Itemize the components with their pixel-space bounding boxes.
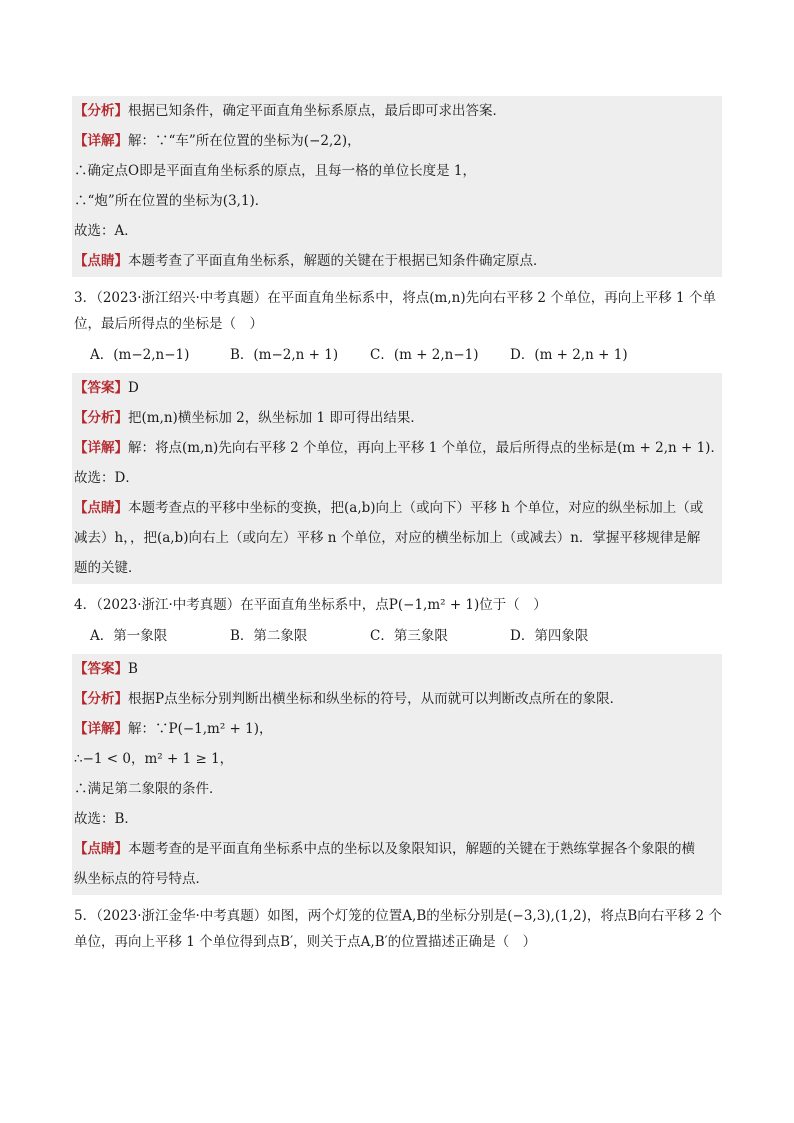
question-stem: 5．（2023·浙江金华·中考真题）如图，两个灯笼的位置A,B的坐标分别是(−3,3),(1,2)，将点B向右平移 2 个 [74, 908, 722, 924]
option-c: C．(m + 2,n−1) [370, 347, 479, 363]
comment-line: 【点睛】本题考查的是平面直角坐标系中点的坐标以及象限知识，解题的关键在于熟练掌握各个象限的横 [74, 841, 695, 857]
comment-line: 【点睛】本题考查点的平移中坐标的变换，把(a,b)向上（或向下）平移 h 个单位，对应的纵坐标加上（或 [74, 500, 704, 516]
answer-line: 【答案】B [74, 661, 138, 677]
question-stem: 单位，再向上平移 1 个单位得到点B′，则关于点A,B′的位置描述正确是（ ） [74, 934, 537, 950]
answer-line: 【答案】D [74, 380, 139, 396]
detail-line: 【详解】解：∵P(−1,m² + 1)， [74, 721, 273, 737]
detail-line: 【详解】解：将点(m,n)先向右平移 2 个单位，再向上平移 1 个单位，最后所得点的坐标是(m + 2,n + 1)． [74, 440, 724, 456]
option-b: B．第二象限 [230, 628, 308, 644]
option-a: A．(m−2,n−1) [90, 347, 190, 363]
analysis-line: 【分析】根据P点坐标分别判断出横坐标和纵坐标的符号，从而就可以判断改点所在的象限． [74, 691, 624, 707]
question-stem: 4．（2023·浙江·中考真题）在平面直角坐标系中，点P(−1,m² + 1)位于（ ） [74, 597, 547, 613]
step-line: ∴“炮”所在位置的坐标为(3,1)． [74, 193, 269, 209]
comment-line: 题的关键． [74, 560, 142, 576]
choice-line: 故选：A． [74, 223, 138, 239]
option-a: A．第一象限 [90, 628, 168, 644]
step-line: ∴确定点O即是平面直角坐标系的原点，且每一格的单位长度是 1， [74, 163, 476, 179]
comment-line: 纵坐标点的符号特点． [74, 871, 209, 887]
options-q3 [72, 342, 722, 373]
choice-line: 故选：D． [74, 470, 139, 486]
question-4 [72, 584, 722, 623]
analysis-line: 【分析】把(m,n)横坐标加 2，纵坐标加 1 即可得出结果． [74, 410, 424, 426]
option-c: C．第三象限 [370, 628, 448, 644]
option-d: D．(m + 2,n + 1) [510, 347, 628, 363]
choice-line: 故选：B． [74, 811, 138, 827]
solution-block-q3 [72, 373, 722, 584]
solution-block-q2 [72, 96, 722, 277]
option-b: B．(m−2,n + 1) [230, 347, 339, 363]
solution-block-q4 [72, 654, 722, 895]
step-line: ∴满足第二象限的条件． [74, 781, 223, 797]
question-3 [72, 277, 722, 342]
detail-line: 【详解】解：∵“车”所在位置的坐标为(−2,2)， [74, 133, 361, 149]
document-page [72, 96, 722, 960]
comment-line: 【点睛】本题考查了平面直角坐标系，解题的关键在于根据已知条件确定原点． [74, 253, 547, 269]
question-stem: 3．（2023·浙江绍兴·中考真题）在平面直角坐标系中，将点(m,n)先向右平移 2 个单位，再向上平移 1 个单 [74, 290, 716, 306]
option-d: D．第四象限 [510, 628, 589, 644]
comment-line: 减去）h，，把(a,b)向右上（或向左）平移 n 个单位，对应的横坐标加上（或减去）n．掌握平移规律是解 [74, 530, 701, 546]
options-q4 [72, 623, 722, 654]
question-5 [72, 895, 722, 960]
question-stem: 位，最后所得点的坐标是（ ） [74, 316, 263, 332]
analysis-line: 【分析】根据已知条件，确定平面直角坐标系原点，最后即可求出答案． [74, 103, 506, 119]
step-line: ∴−1 < 0，m² + 1 ≥ 1， [74, 751, 234, 767]
